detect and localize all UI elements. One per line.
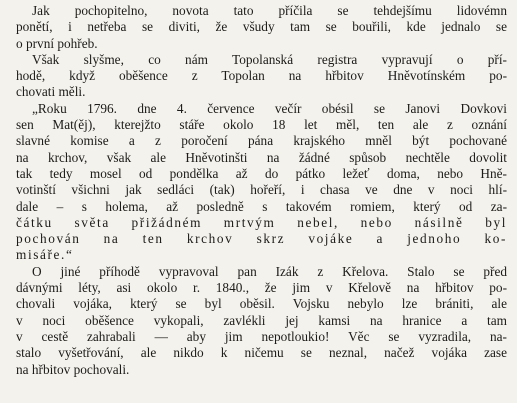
text-line: hodě, když oběšence z Topolan na hřbitov Hněvotínském po- bbox=[16, 68, 507, 84]
text-line: dale – s holema, až posledně s takovém romiem, který od za- bbox=[16, 198, 507, 214]
text-line: na krchov, však ale Hněvotinšti na žádné spůsob nechtěle dovolit bbox=[16, 149, 507, 165]
text-line: Jak pochopitelno, novota tato příčila se tehdejšímu lidovémn bbox=[32, 3, 507, 18]
paragraph-3-quote bbox=[16, 101, 507, 264]
text-line: „Roku 1796. dne 4. července večír obésil se Janovi Dovkovi bbox=[32, 100, 507, 116]
paragraph-4 bbox=[16, 264, 507, 378]
text-line: tak tedy mosel od pondělka až do pátko ležeť doma, nebo Hně- bbox=[16, 165, 507, 181]
text-line: o první pohřeb. bbox=[16, 35, 98, 51]
text-line-spaced: čátku světa přižádném mrtvým nebel, nebo násilně byl bbox=[16, 214, 507, 230]
text-line-spaced: misáře.“ bbox=[16, 247, 74, 263]
text-line: sen Mat(ěj), kterejžto stáře okolo 18 let měl, ten ale z oznání bbox=[16, 117, 507, 133]
text-line: v noci oběšence vykopali, zavlékli jej kamsi na hranice a tam bbox=[16, 312, 507, 328]
text-line: stalo vyšetřování, ale nikdo k ničemu se neznal, načež vojáka zase bbox=[16, 345, 507, 361]
text-line: Však slyšme, co nám Topolanská registra vypravují o pří- bbox=[32, 51, 507, 67]
text-line: ponětí, i netřeba se diviti, že všudy tam se bouřili, kde jednalo se bbox=[16, 19, 507, 35]
text-line: chovati měli. bbox=[16, 84, 86, 100]
paragraph-1 bbox=[16, 3, 507, 52]
text-line: slavné komise a z poročení pána krajského mněl být pochované bbox=[16, 133, 507, 149]
paragraph-2 bbox=[16, 52, 507, 101]
text-line: v cestě zahrabali — aby jim nepotloukio! Věc se vyzradila, na- bbox=[16, 328, 507, 344]
text-line: dávnými léty, asi okolo r. 1840., že jim v Křelově na hřbitov po- bbox=[16, 280, 507, 296]
text-line: na hřbitov pochovali. bbox=[16, 361, 130, 377]
text-line: votinští všichni jak sedláci (tak) hořeří, i chasa ve dne v noci hlí- bbox=[16, 182, 507, 198]
text-line: chovali vojáka, který se byl oběsil. Vojsku nebylo lze brániti, ale bbox=[16, 296, 507, 312]
text-line-spaced: pochován na ten krchov skrz vojáke a jednoho ko- bbox=[16, 231, 507, 247]
text-line: O jiné příhodě vypravoval pan Izák z Křelova. Stalo se před bbox=[32, 263, 507, 279]
